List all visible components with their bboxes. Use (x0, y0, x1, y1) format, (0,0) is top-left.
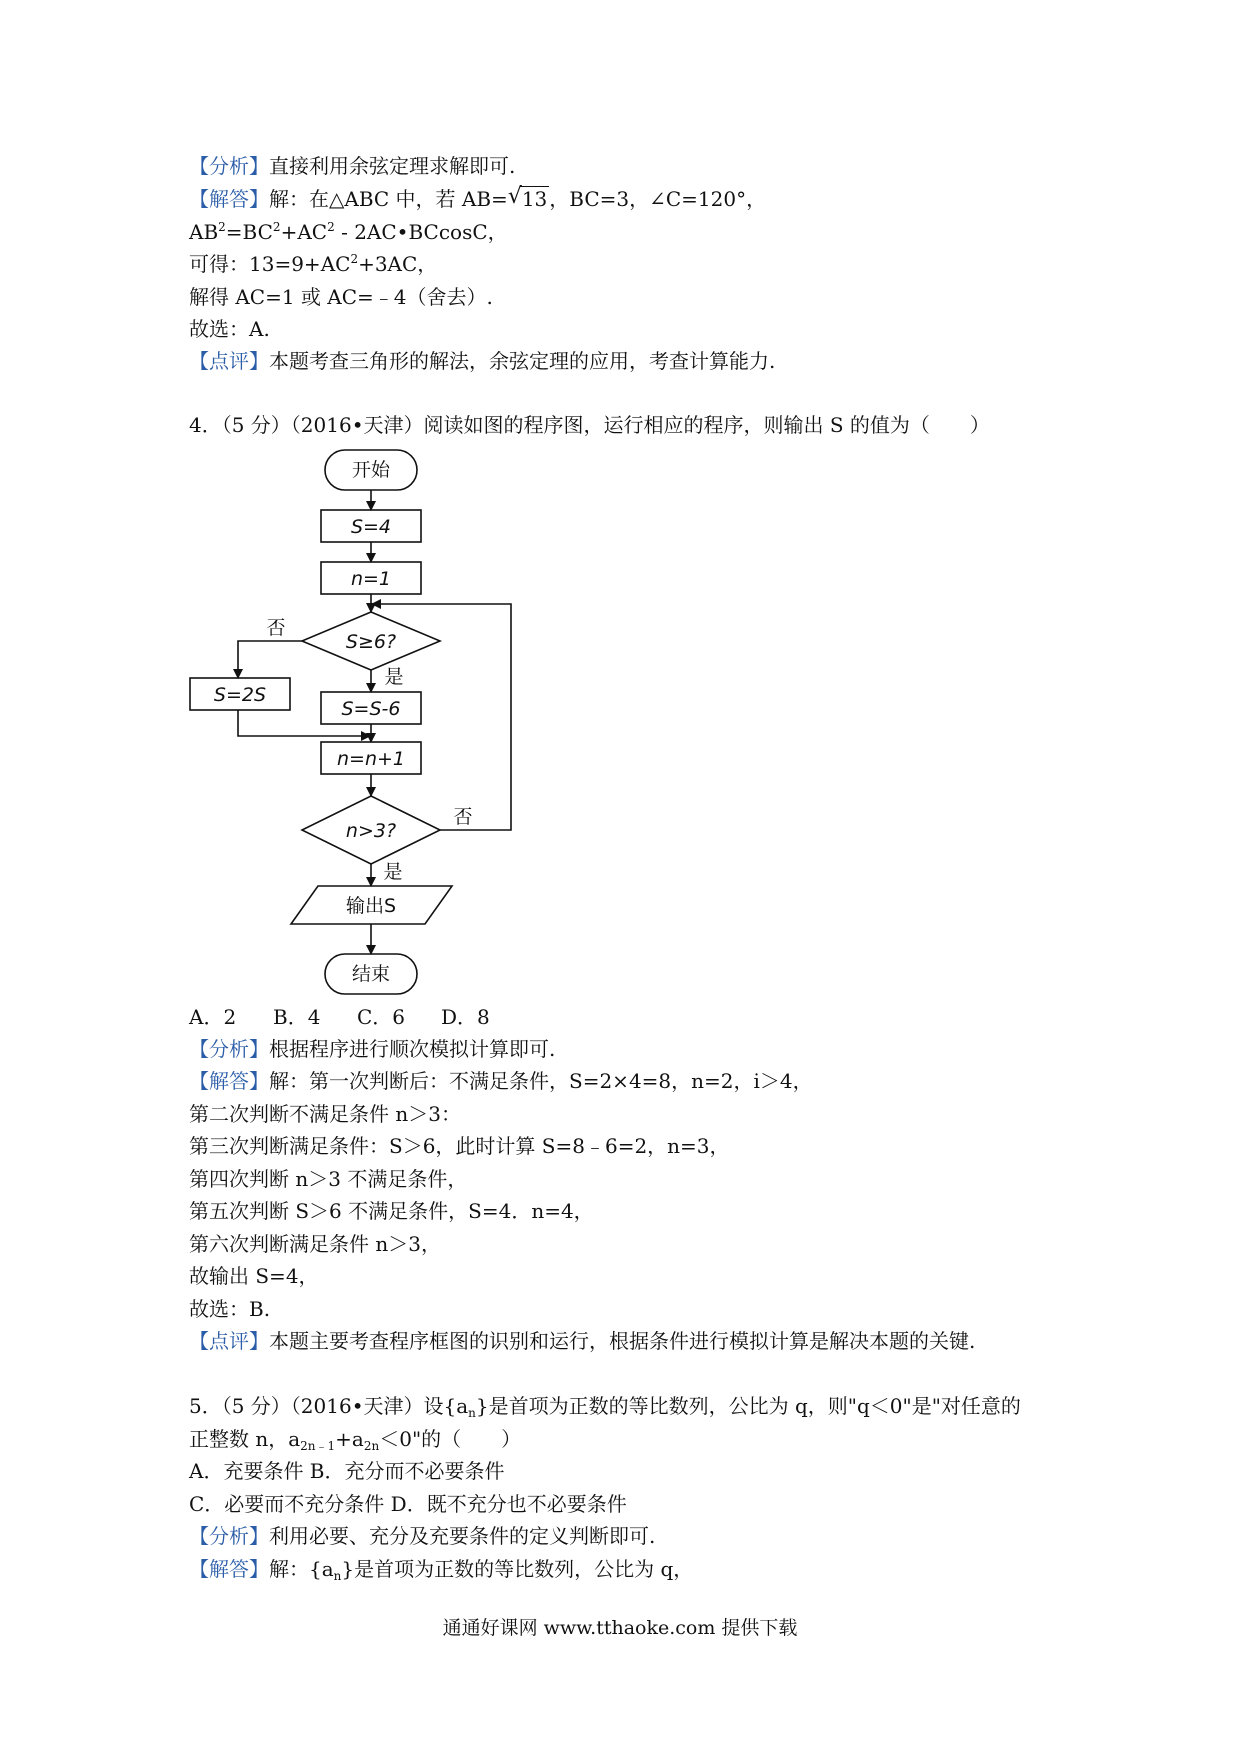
option-b: B．4 (273, 1005, 321, 1029)
no1-label: 否 (266, 617, 286, 639)
yes1-label: 是 (384, 666, 404, 688)
answer-text-post: ，BC=3，∠C=120°， (549, 187, 767, 211)
q4-step: 第五次判断 S＞6 不满足条件，S=4．n=4， (189, 1199, 594, 1223)
condition2-label: n>3? (345, 820, 397, 842)
s-double-label: S=2S (213, 684, 267, 706)
answer-text: 解：在△ABC 中，若 AB= (269, 187, 508, 211)
analysis-tag: 【分析】 (189, 1524, 269, 1548)
analysis-text: 根据程序进行顺次模拟计算即可. (269, 1037, 556, 1061)
option-d: D．8 (441, 1005, 490, 1029)
end-label: 结束 (351, 963, 391, 985)
option-c: C．6 (357, 1005, 406, 1029)
comment-tag: 【点评】 (189, 1329, 269, 1353)
q4-options (189, 1004, 490, 1030)
q5-stem-line2: 正整数 n，$a_{2n﹣1}+a_{2n}<0$"的（ ） (189, 1427, 522, 1453)
q4-answer (189, 1068, 813, 1094)
n-init-label: n=1 (350, 568, 392, 590)
comment-text: 本题考查三角形的解法，余弦定理的应用，考查计算能力. (269, 349, 776, 373)
answer-text: 解：第一次判断后：不满足条件，S=2×4=8，n=2，i＞4， (269, 1069, 813, 1093)
analysis-text: 利用必要、充分及充要条件的定义判断即可. (269, 1524, 656, 1548)
q4-comment (189, 1328, 975, 1354)
q4-stem: 4．（5 分）（2016•天津）阅读如图的程序图，运行相应的程序，则输出 S 的值为（ ） (189, 413, 990, 437)
start-label: 开始 (351, 459, 391, 481)
q3-cosine-formula: $AB^2=BC^2+AC^2$ ‑ 2AC•BCcosC， (189, 220, 508, 244)
analysis-tag: 【分析】 (189, 154, 269, 178)
answer-tag: 【解答】 (189, 187, 269, 211)
comment-text: 本题主要考查程序框图的识别和运行，根据条件进行模拟计算是解决本题的关键. (269, 1329, 976, 1353)
sqrt-13: √ 13 (507, 184, 548, 211)
answer-tag: 【解答】 (189, 1557, 269, 1581)
output-label: 输出S (345, 895, 397, 917)
q3-answer-line1 (189, 186, 766, 212)
q5-analysis (189, 1523, 655, 1549)
answer-tag: 【解答】 (189, 1069, 269, 1093)
no2-label: 否 (453, 806, 473, 828)
q5-options-line1: A．充要条件 B．充分而不必要条件 (189, 1459, 505, 1483)
q3-choice: 故选：A. (189, 317, 270, 341)
page-footer: 通通好课网 www.tthaoke.com 提供下载 (442, 1617, 798, 1639)
q4-analysis (189, 1036, 555, 1062)
s-minus-label: S=S-6 (341, 698, 401, 720)
n-inc-label: n=n+1 (336, 748, 406, 770)
q3-derive: 可得：$13=9+AC^2+3AC$， (189, 252, 438, 276)
q4-step: 第三次判断满足条件：S＞6，此时计算 S=8﹣6=2，n=3， (189, 1134, 730, 1158)
q3-solve: 解得 AC=1 或 AC=﹣4（舍去）. (189, 285, 493, 309)
q4-step: 第四次判断 n＞3 不满足条件， (189, 1167, 468, 1191)
program-flowchart (180, 440, 540, 1000)
q4-step: 故选：B. (189, 1297, 271, 1321)
yes2-label: 是 (383, 861, 403, 883)
q3-analysis (189, 153, 515, 179)
q4-step: 故输出 S=4， (189, 1264, 319, 1288)
q4-step: 第二次判断不满足条件 n＞3： (189, 1102, 461, 1126)
q3-comment (189, 348, 775, 374)
radical-sign-icon: √ (507, 184, 522, 209)
s-init-label: S=4 (350, 516, 392, 538)
q5-options-line2: C．必要而不充分条件 D．既不充分也不必要条件 (189, 1492, 627, 1516)
q5-answer: 【解答】解：$\{a_n\}$是首项为正数的等比数列，公比为 q， (189, 1557, 694, 1583)
option-a: A．2 (189, 1005, 237, 1029)
analysis-text: 直接利用余弦定理求解即可. (269, 154, 516, 178)
condition1-label: S≥6? (345, 631, 397, 653)
analysis-tag: 【分析】 (189, 1037, 269, 1061)
q5-stem-line1: 5．（5 分）（2016•天津）设$\{a_n\}$是首项为正数的等比数列，公比为 q，则"q＜0"是"对任意的 (189, 1394, 1021, 1420)
comment-tag: 【点评】 (189, 349, 269, 373)
q4-step: 第六次判断满足条件 n＞3， (189, 1232, 441, 1256)
